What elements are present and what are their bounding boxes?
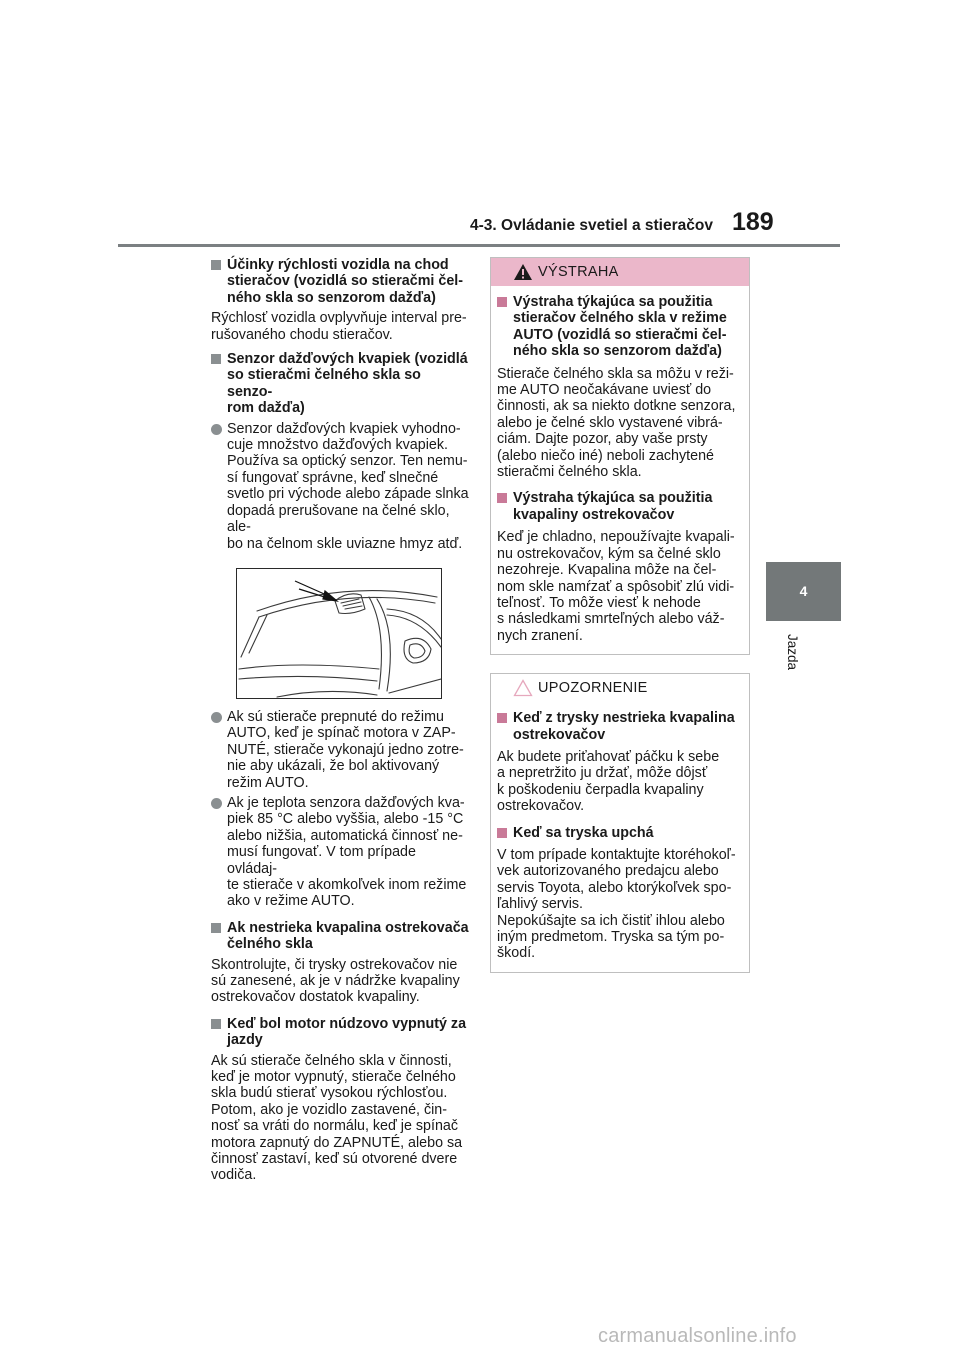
warning-heading-auto-mode: Výstraha týkajúca sa použitia stieračov čelného skla v režime AUTO (vozidlá so stieračmi čel- ného skla so senzorom dažďa) (497, 294, 743, 360)
square-bullet-icon (211, 260, 221, 270)
caution-paragraph-no-spray: Ak budete priťahovať páčku k sebe a nepretržito ju držať, môže dôjsť k poškodeniu čerpadla kvapaliny ostrekovačov. (497, 748, 720, 815)
square-bullet-icon (497, 297, 507, 307)
paragraph-no-washer-fluid: Skontrolujte, či trysky ostrekovačov nie sú zanesené, ak je v nádržke kvapaliny ostrekovačov dostatok kvapaliny. (211, 956, 460, 1006)
caution-header (491, 674, 749, 702)
chapter-number: 4 (799, 583, 808, 599)
round-bullet-icon (211, 798, 222, 809)
warning-paragraph-auto-mode: Stierače čelného skla sa môžu v reži- me AUTO neočakávane uviesť do činnosti, ak sa niekto dotkne senzora, alebo je čelné sklo vystavené vibrá- ciám. Dajte pozor, aby vaše prsty (alebo niečo iné) neboli zachytené stieračmi čelného skla. (497, 365, 736, 481)
heading-emergency-stop: Keď bol motor núdzovo vypnutý za jazdy (211, 1016, 469, 1049)
square-bullet-icon (211, 923, 221, 933)
square-bullet-icon (497, 828, 507, 838)
header-rule (118, 244, 840, 247)
round-bullet-icon (211, 424, 222, 435)
bullet-sensor-temperature: Ak je teplota senzora dažďových kva- piek 85 °C alebo vyššia, alebo -15 °C alebo nižšia, automatická činnosť ne- musí fungovať. V tom prípade ovládaj- te stierače v akomkoľvek inom režime ako v režime AUTO. (211, 795, 469, 910)
rain-sensor-illustration (236, 568, 442, 699)
section-title: 4-3. Ovládanie svetiel a stieračov (470, 217, 713, 234)
page-number: 189 (732, 208, 774, 236)
bullet-rain-sensor: Senzor dažďových kvapiek vyhodno- cuje množstvo dažďových kvapiek. Používa sa optický senzor. Ten nemu- sí fungovať správne, keď slnečné svetlo pri východe alebo západe slnka dopadá prerušovane na čelné sklo, ale- bo na čelnom skle uviazne hmyz atď. (211, 421, 469, 552)
caution-body (491, 702, 749, 972)
caution-box (490, 673, 750, 973)
caution-heading-no-spray: Keď z trysky nestrieka kvapalina ostrekovačov (497, 710, 743, 743)
caution-triangle-icon (513, 679, 533, 697)
chapter-label-wrap (784, 634, 804, 694)
heading-vehicle-speed: Účinky rýchlosti vozidla na chod stieračov (vozidlá so stieračmi čel- ného skla so senzorom dažďa) (211, 257, 469, 306)
warning-title: VÝSTRAHA (538, 264, 619, 280)
square-bullet-icon (497, 493, 507, 503)
caution-paragraph-clogged-nozzle: V tom prípade kontaktujte ktoréhokoľ- vek autorizovaného predajcu alebo servis Toyota, alebo ktorýkoľvek spo- ľahlivý servis. Nepokúšajte sa ich čistiť ihlou alebo iným predmetom. Tryska sa tým po- škodí. (497, 846, 736, 962)
round-bullet-icon (211, 712, 222, 723)
caution-heading-clogged-nozzle: Keď sa tryska upchá (497, 825, 743, 841)
square-bullet-icon (211, 1019, 221, 1029)
windshield-drawing (237, 569, 442, 699)
square-bullet-icon (211, 354, 221, 364)
bullet-auto-mode: Ak sú stierače prepnuté do režimu AUTO, keď je spínač motora v ZAP- NUTÉ, stierače vykonajú jedno zotre- nie aby ukázali, že bol aktivovaný režim AUTO. (211, 709, 469, 791)
warning-paragraph-washer-fluid: Keď je chladno, nepoužívajte kvapali- nu ostrekovačov, kým sa čelné sklo nezohreje. Kvapalina môže na čel- nom skle namŕzať a spôsobiť zlú vidi- teľnosť. To môže viesť k nehode s následkami smrteľných alebo váž- nych zranení. (497, 529, 735, 644)
square-bullet-icon (497, 713, 507, 723)
chapter-label: Jazda (785, 634, 800, 671)
warning-header (491, 258, 749, 286)
warning-heading-washer-fluid: Výstraha týkajúca sa použitia kvapaliny ostrekovačov (497, 490, 743, 523)
paragraph-emergency-stop: Ak sú stierače čelného skla v činnosti, keď je motor vypnutý, stierače čelného skla budú stierať vysokou rýchlosťou. Potom, ako je vozidlo zastavené, čin- nosť sa vráti do normálu, keď je spínač motora zapnutý do ZAPNUTÉ, alebo sa činnosť zastaví, keď sú otvorené dvere vodiča. (211, 1052, 463, 1184)
heading-no-washer-fluid: Ak nestrieka kvapalina ostrekovača čelného skla (211, 920, 469, 953)
watermark: carmanualsonline.info (598, 1325, 797, 1347)
caution-title: UPOZORNENIE (538, 680, 648, 697)
right-column (490, 257, 750, 973)
heading-rain-sensor: Senzor dažďových kvapiek (vozidlá so stieračmi čelného skla so senzo- rom dažďa) (211, 351, 469, 417)
warning-triangle-icon (513, 263, 533, 281)
warning-box (490, 257, 750, 655)
paragraph-vehicle-speed: Rýchlosť vozidla ovplyvňuje interval pre- rušovaného chodu stieračov. (211, 310, 467, 343)
warning-body (491, 286, 749, 654)
left-column (211, 257, 469, 1184)
